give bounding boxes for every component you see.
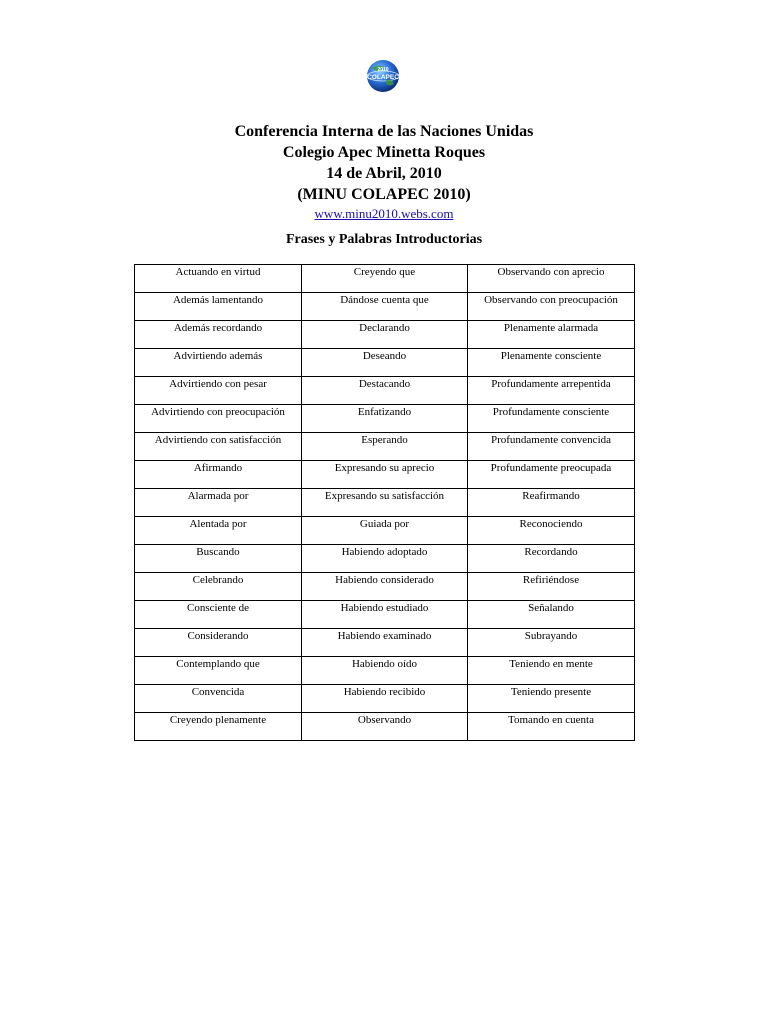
table-cell: Además recordando xyxy=(135,321,302,349)
document-header xyxy=(0,121,768,223)
svg-text:COLAPEC: COLAPEC xyxy=(367,74,399,81)
table-cell: Creyendo plenamente xyxy=(135,713,302,741)
table-row xyxy=(135,349,635,377)
table-cell: Advirtiendo con satisfacción xyxy=(135,433,302,461)
table-row xyxy=(135,573,635,601)
table-cell: Reafirmando xyxy=(468,489,635,517)
table-row xyxy=(135,321,635,349)
svg-text:2010: 2010 xyxy=(377,67,389,73)
table-cell: Alarmada por xyxy=(135,489,302,517)
table-cell: Consciente de xyxy=(135,601,302,629)
table-cell: Convencida xyxy=(135,685,302,713)
table-cell: Plenamente alarmada xyxy=(468,321,635,349)
table-cell: Guiada por xyxy=(302,517,468,545)
table-cell: Expresando su aprecio xyxy=(302,461,468,489)
table-cell: Plenamente consciente xyxy=(468,349,635,377)
table-cell: Contemplando que xyxy=(135,657,302,685)
table-row xyxy=(135,405,635,433)
table-cell: Buscando xyxy=(135,545,302,573)
table-cell: Expresando su satisfacción xyxy=(302,489,468,517)
table-cell: Habiendo considerado xyxy=(302,573,468,601)
table-row xyxy=(135,489,635,517)
table-cell: Habiendo adoptado xyxy=(302,545,468,573)
website-link[interactable]: www.minu2010.webs.com xyxy=(314,206,454,221)
table-cell: Alentada por xyxy=(135,517,302,545)
table-row xyxy=(135,265,635,293)
table-cell: Teniendo presente xyxy=(468,685,635,713)
table-row xyxy=(135,545,635,573)
table-cell: Celebrando xyxy=(135,573,302,601)
table-cell: Señalando xyxy=(468,601,635,629)
table-cell: Advirtiendo además xyxy=(135,349,302,377)
table-cell: Profundamente arrepentida xyxy=(468,377,635,405)
table-cell: Declarando xyxy=(302,321,468,349)
event-date: 14 de Abril, 2010 xyxy=(326,165,442,182)
table-row xyxy=(135,377,635,405)
table-cell: Subrayando xyxy=(468,629,635,657)
table-cell: Tomando en cuenta xyxy=(468,713,635,741)
table-cell: Actuando en virtud xyxy=(135,265,302,293)
table-row xyxy=(135,713,635,741)
table-cell: Además lamentando xyxy=(135,293,302,321)
school-name: Colegio Apec Minetta Roques xyxy=(282,144,486,161)
table-row xyxy=(135,433,635,461)
table-cell: Advirtiendo con pesar xyxy=(135,377,302,405)
event-acronym: (MINU COLAPEC 2010) xyxy=(297,186,471,203)
table-cell: Habiendo oído xyxy=(302,657,468,685)
table-row xyxy=(135,517,635,545)
table-cell: Profundamente consciente xyxy=(468,405,635,433)
table-cell: Enfatizando xyxy=(302,405,468,433)
phrases-table xyxy=(134,264,635,741)
table-cell: Deseando xyxy=(302,349,468,377)
table-cell: Dándose cuenta que xyxy=(302,293,468,321)
table-row xyxy=(135,629,635,657)
table-cell: Recordando xyxy=(468,545,635,573)
conference-title: Conferencia Interna de las Naciones Unidas xyxy=(234,123,534,140)
table-cell: Destacando xyxy=(302,377,468,405)
table-cell: Reconociendo xyxy=(468,517,635,545)
table-cell: Observando xyxy=(302,713,468,741)
table-cell: Habiendo examinado xyxy=(302,629,468,657)
table-cell: Habiendo estudiado xyxy=(302,601,468,629)
table-row xyxy=(135,601,635,629)
table-row xyxy=(135,685,635,713)
table-cell: Refiriéndose xyxy=(468,573,635,601)
colapec-logo xyxy=(362,58,404,94)
table-cell: Advirtiendo con preocupación xyxy=(135,405,302,433)
table-cell: Habiendo recibido xyxy=(302,685,468,713)
table-cell: Esperando xyxy=(302,433,468,461)
table-cell: Considerando xyxy=(135,629,302,657)
section-title: Frases y Palabras Introductorias xyxy=(285,232,483,247)
table-cell: Afirmando xyxy=(135,461,302,489)
table-cell: Observando con aprecio xyxy=(468,265,635,293)
table-row xyxy=(135,461,635,489)
table-cell: Observando con preocupación xyxy=(468,293,635,321)
table-row xyxy=(135,657,635,685)
table-cell: Profundamente convencida xyxy=(468,433,635,461)
table-cell: Creyendo que xyxy=(302,265,468,293)
table-cell: Teniendo en mente xyxy=(468,657,635,685)
table-cell: Profundamente preocupada xyxy=(468,461,635,489)
table-row xyxy=(135,293,635,321)
